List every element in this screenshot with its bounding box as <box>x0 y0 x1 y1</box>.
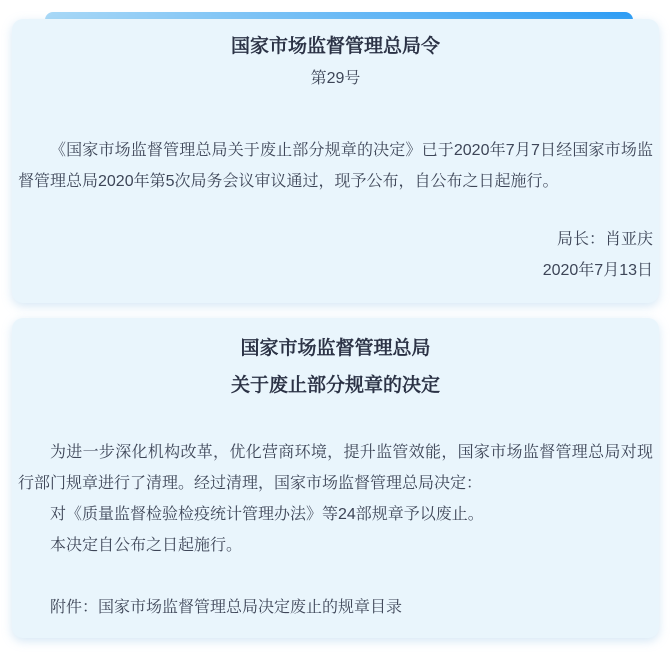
decision-paragraph-2: 对《质量监督检验检疫统计管理办法》等24部规章予以废止。 <box>50 506 484 523</box>
sign-date-line: 2020年7月13日 <box>542 262 653 279</box>
order-announcement-card <box>12 19 659 303</box>
order-body-paragraph: 《国家市场监督管理总局关于废止部分规章的决定》已于2020年7月7日经国家市场监督管理总局2020年第5次局务会议审议通过，现予公布，自公布之日起施行。 <box>18 142 653 190</box>
order-title: 国家市场监督管理总局令 <box>230 36 440 57</box>
decision-paragraph-1: 为进一步深化机构改革，优化营商环境，提升监管效能，国家市场监督管理总局对现行部门规章进行了清理。经过清理，国家市场监督管理总局决定： <box>18 444 653 492</box>
decision-document-card <box>12 318 659 638</box>
signer-line: 局长：肖亚庆 <box>556 231 653 248</box>
attachment-reference-line: 附件：国家市场监督管理总局决定废止的规章目录 <box>50 599 403 616</box>
decision-paragraph-3: 本决定自公布之日起施行。 <box>50 537 243 554</box>
signature-block <box>18 224 653 286</box>
order-number: 第29号 <box>310 70 361 87</box>
decision-title-line-1: 国家市场监督管理总局 <box>240 338 431 359</box>
decision-title-line-2: 关于废止部分规章的决定 <box>230 375 440 396</box>
